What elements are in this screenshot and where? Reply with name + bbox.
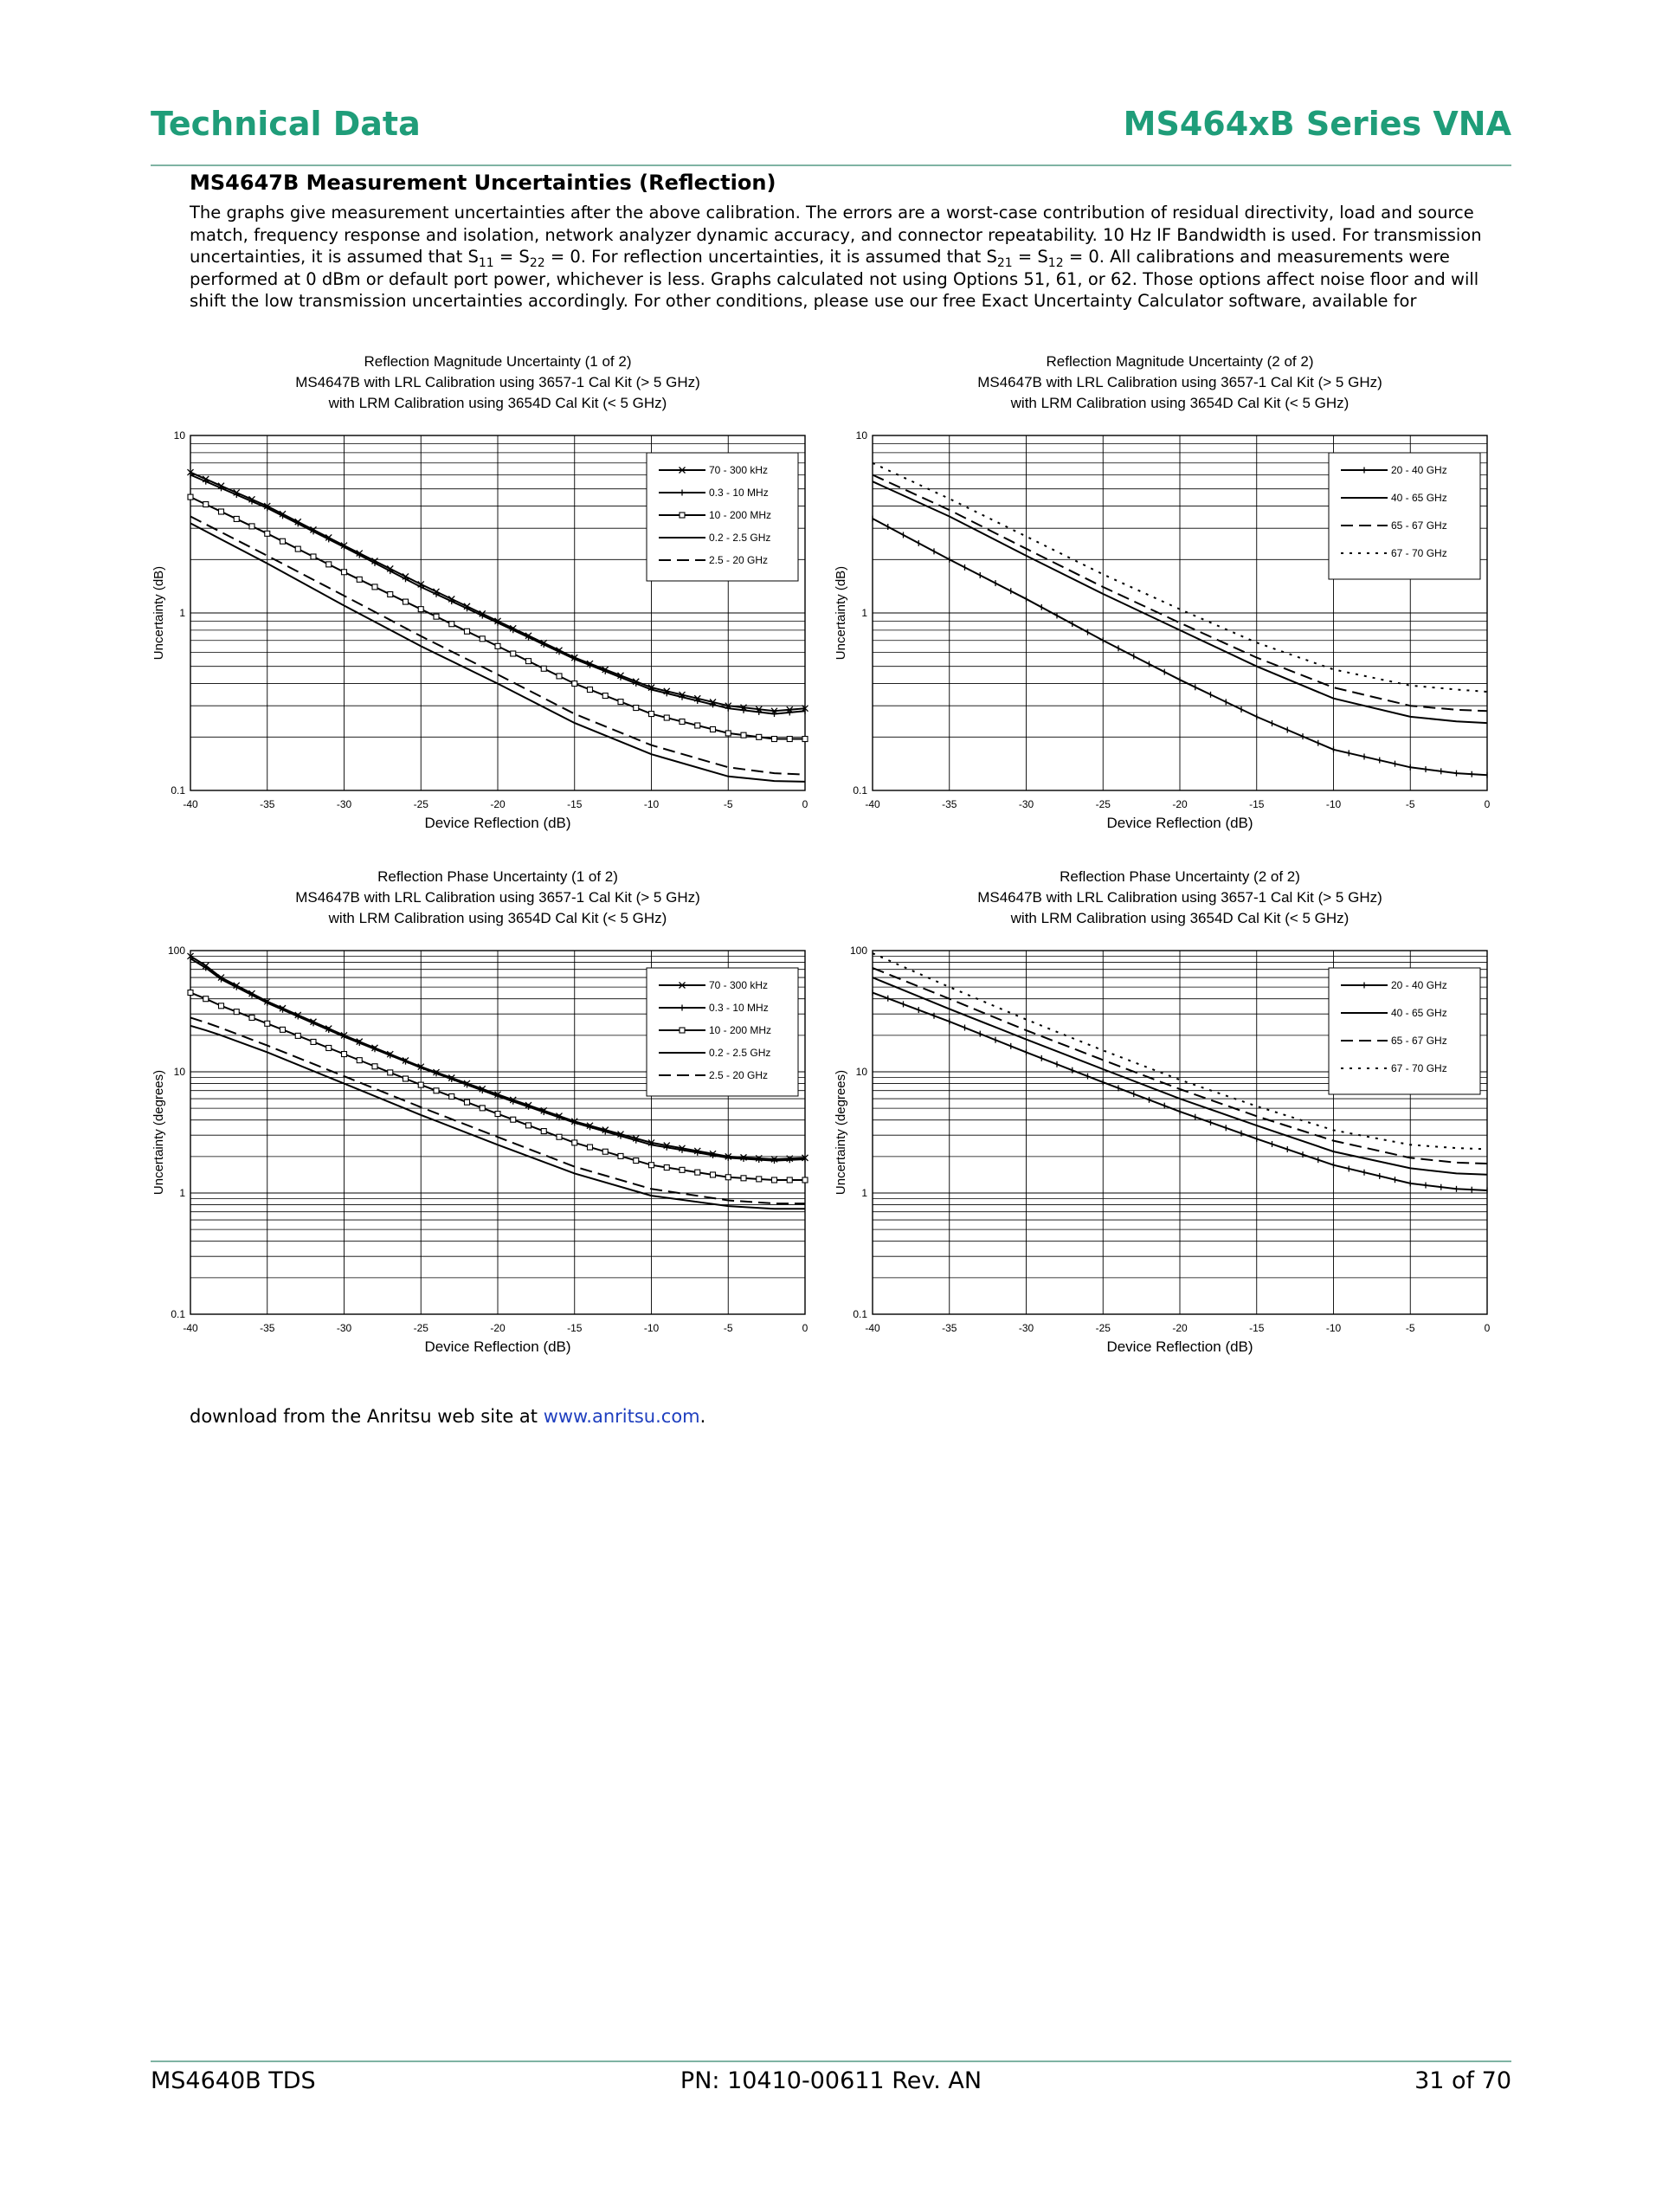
chart0-series-point-2 bbox=[311, 554, 316, 559]
chart0-x-tick-label: -10 bbox=[643, 798, 660, 810]
chart1-x-tick-label: -35 bbox=[942, 798, 957, 810]
chart0-series-point-2 bbox=[541, 666, 546, 671]
footer-center: PN: 10410-00611 Rev. AN bbox=[680, 2067, 982, 2094]
chart3-legend-label: 65 - 67 GHz bbox=[1391, 1035, 1447, 1047]
chart0-series-point-2 bbox=[802, 737, 808, 742]
chart2-series-point-2 bbox=[188, 990, 193, 996]
chart2-series-point-2 bbox=[203, 996, 209, 1002]
chart-magnitude-2-svg bbox=[829, 351, 1504, 844]
chart0-series-point-2 bbox=[711, 726, 716, 732]
chart0-series-point-2 bbox=[388, 591, 393, 597]
chart1-title-line: MS4647B with LRL Calibration using 3657-1 Cal Kit (> 5 GHz) bbox=[977, 374, 1382, 390]
footer-divider bbox=[151, 2060, 1511, 2062]
chart0-x-tick-label: -5 bbox=[723, 798, 733, 810]
chart0-series-point-2 bbox=[249, 524, 254, 529]
chart0-x-tick-label: -40 bbox=[183, 798, 198, 810]
chart3-title-line: Reflection Phase Uncertainty (2 of 2) bbox=[1060, 868, 1300, 885]
chart3-title-line: with LRM Calibration using 3654D Cal Kit (< 5 GHz) bbox=[1010, 910, 1350, 926]
chart0-series-point-2 bbox=[757, 734, 762, 739]
chart2-x-axis-label: Device Reflection (dB) bbox=[424, 1338, 571, 1355]
chart3-x-tick-label: 0 bbox=[1484, 1322, 1491, 1334]
chart0-series-point-2 bbox=[772, 737, 777, 742]
intro-paragraph bbox=[190, 202, 1514, 313]
chart-phase-2-svg bbox=[829, 866, 1504, 1368]
chart2-series-point-2 bbox=[326, 1045, 332, 1050]
chart2-x-tick-label: -5 bbox=[723, 1322, 733, 1334]
chart2-series-point-2 bbox=[649, 1163, 654, 1168]
chart0-x-tick-label: -30 bbox=[336, 798, 352, 810]
chart2-series-point-2 bbox=[757, 1177, 762, 1182]
chart0-legend-label: 0.2 - 2.5 GHz bbox=[709, 532, 771, 544]
chart0-x-tick-label: -20 bbox=[490, 798, 506, 810]
chart2-series-point-2 bbox=[526, 1123, 531, 1128]
chart0-x-tick-label: -15 bbox=[567, 798, 583, 810]
chart0-legend-label: 0.3 - 10 MHz bbox=[709, 487, 769, 499]
chart2-y-tick-label: 0.1 bbox=[171, 1308, 185, 1320]
chart1-legend-label: 65 - 67 GHz bbox=[1391, 519, 1447, 532]
chart2-legend-label: 0.3 - 10 MHz bbox=[709, 1002, 769, 1014]
chart2-series-point-2 bbox=[787, 1177, 792, 1183]
chart0-title-line: Reflection Magnitude Uncertainty (1 of 2) bbox=[364, 353, 632, 370]
chart1-x-axis-label: Device Reflection (dB) bbox=[1106, 815, 1253, 831]
chart2-series-point-2 bbox=[495, 1112, 500, 1117]
chart2-series-point-2 bbox=[418, 1082, 423, 1087]
chart2-x-tick-label: -25 bbox=[413, 1322, 428, 1334]
chart0-series-point-2 bbox=[357, 577, 362, 582]
chart2-y-tick-label: 1 bbox=[179, 1187, 185, 1199]
chart3-y-tick-label: 1 bbox=[861, 1187, 867, 1199]
chart3-legend-label: 40 - 65 GHz bbox=[1391, 1007, 1447, 1019]
chart3-x-tick-label: -5 bbox=[1405, 1322, 1415, 1334]
chart2-legend-marker bbox=[680, 1028, 685, 1033]
intro-eq-a: = S bbox=[493, 247, 530, 267]
section-title: MS4647B Measurement Uncertainties (Reflection) bbox=[190, 171, 776, 195]
chart0-y-tick-label: 10 bbox=[173, 429, 185, 442]
intro-text-3: = 0. All calibrations and measurements were performed at 0 dBm or default port power, whichever is less. Graphs calculated not using Options 51, 61, or 62. Those options affect noise floor and will shift the low transmission uncertainties accordingly. For other conditions, please use our free Exact Uncertainty Calculator software, available for bbox=[190, 247, 1479, 311]
chart2-series-point-2 bbox=[311, 1039, 316, 1044]
chart2-series-point-2 bbox=[695, 1170, 700, 1175]
chart2-series-point-2 bbox=[725, 1175, 731, 1180]
chart2-legend-label: 70 - 300 kHz bbox=[709, 979, 769, 991]
chart2-series-point-2 bbox=[465, 1100, 470, 1105]
chart2-series-point-2 bbox=[342, 1052, 347, 1057]
chart2-series-point-2 bbox=[680, 1167, 685, 1172]
chart1-legend-label: 40 - 65 GHz bbox=[1391, 492, 1447, 504]
download-note bbox=[190, 1406, 705, 1427]
chart0-series-point-2 bbox=[602, 693, 608, 699]
chart0-series-point-2 bbox=[295, 546, 300, 551]
header-left-title: Technical Data bbox=[151, 105, 421, 143]
chart2-series-point-2 bbox=[572, 1140, 577, 1145]
chart2-series-point-2 bbox=[802, 1177, 808, 1183]
download-period: . bbox=[699, 1406, 706, 1427]
chart2-series-point-2 bbox=[295, 1033, 300, 1038]
chart2-series-point-2 bbox=[634, 1158, 639, 1164]
subscript-12: 12 bbox=[1047, 255, 1064, 270]
chart0-y-tick-label: 1 bbox=[179, 607, 185, 619]
chart1-legend-label: 67 - 70 GHz bbox=[1391, 547, 1447, 559]
chart0-series-point-2 bbox=[326, 562, 332, 567]
chart0-series-point-2 bbox=[403, 599, 409, 604]
chart2-series-point-2 bbox=[557, 1134, 562, 1139]
chart2-series-point-2 bbox=[741, 1176, 746, 1181]
chart3-x-axis-label: Device Reflection (dB) bbox=[1106, 1338, 1253, 1355]
chart1-y-axis-label: Uncertainty (dB) bbox=[834, 565, 848, 661]
chart0-series-point-2 bbox=[649, 712, 654, 717]
chart0-x-tick-label: 0 bbox=[802, 798, 808, 810]
chart3-x-tick-label: -30 bbox=[1018, 1322, 1034, 1334]
chart2-title-line: Reflection Phase Uncertainty (1 of 2) bbox=[377, 868, 618, 885]
chart0-y-tick-label: 0.1 bbox=[171, 784, 185, 796]
chart2-series-point-2 bbox=[388, 1070, 393, 1075]
chart2-series-point-2 bbox=[434, 1088, 439, 1093]
footer-right: 31 of 70 bbox=[1414, 2067, 1511, 2094]
header-right-title: MS464xB Series VNA bbox=[1123, 105, 1511, 143]
download-text: download from the Anritsu web site at bbox=[190, 1406, 544, 1427]
chart-phase-1-svg bbox=[147, 866, 822, 1368]
chart0-series-point-2 bbox=[265, 531, 270, 536]
chart1-x-tick-label: -25 bbox=[1095, 798, 1111, 810]
chart0-series-point-2 bbox=[634, 706, 639, 711]
chart2-series-point-2 bbox=[265, 1021, 270, 1026]
chart1-title-line: Reflection Magnitude Uncertainty (2 of 2) bbox=[1046, 353, 1314, 370]
chart0-series-point-2 bbox=[219, 509, 224, 514]
chart1-y-tick-label: 0.1 bbox=[853, 784, 867, 796]
chart1-title-line: with LRM Calibration using 3654D Cal Kit (< 5 GHz) bbox=[1010, 395, 1350, 411]
chart2-x-tick-label: -30 bbox=[336, 1322, 352, 1334]
chart2-x-tick-label: -10 bbox=[643, 1322, 660, 1334]
chart1-x-tick-label: -30 bbox=[1018, 798, 1034, 810]
chart0-series-point-2 bbox=[557, 674, 562, 679]
chart0-series-point-2 bbox=[188, 494, 193, 500]
intro-eq-b: = S bbox=[1012, 247, 1048, 267]
chart2-series-point-2 bbox=[618, 1153, 623, 1158]
chart3-x-tick-label: -20 bbox=[1172, 1322, 1188, 1334]
chart2-y-axis-label: Uncertainty (degrees) bbox=[151, 1069, 166, 1196]
chart1-y-tick-label: 1 bbox=[861, 607, 867, 619]
chart0-series-point-2 bbox=[618, 700, 623, 705]
chart2-series-point-2 bbox=[772, 1177, 777, 1183]
chart2-y-tick-label: 100 bbox=[167, 945, 185, 957]
chart3-y-tick-label: 100 bbox=[849, 945, 867, 957]
chart1-legend-label: 20 - 40 GHz bbox=[1391, 464, 1447, 476]
chart0-series-point-2 bbox=[695, 723, 700, 728]
chart0-series-point-2 bbox=[203, 502, 209, 507]
subscript-21: 21 bbox=[996, 255, 1013, 270]
chart2-series-point-2 bbox=[541, 1129, 546, 1134]
chart2-series-point-2 bbox=[449, 1093, 454, 1099]
chart0-series-point-2 bbox=[449, 622, 454, 627]
chart2-series-point-2 bbox=[357, 1058, 362, 1063]
chart2-series-point-2 bbox=[249, 1015, 254, 1020]
chart3-x-tick-label: -10 bbox=[1325, 1322, 1342, 1334]
chart2-series-point-2 bbox=[602, 1149, 608, 1154]
chart0-series-point-2 bbox=[741, 732, 746, 738]
chart0-title-line: with LRM Calibration using 3654D Cal Kit (< 5 GHz) bbox=[328, 395, 667, 411]
chart3-legend-label: 67 - 70 GHz bbox=[1391, 1062, 1447, 1074]
chart0-series-point-2 bbox=[434, 614, 439, 619]
chart0-series-point-2 bbox=[588, 687, 593, 693]
chart2-series-point-2 bbox=[664, 1165, 669, 1170]
chart1-y-tick-label: 10 bbox=[855, 429, 867, 442]
chart1-x-tick-label: -40 bbox=[865, 798, 880, 810]
chart2-legend-label: 0.2 - 2.5 GHz bbox=[709, 1047, 771, 1059]
chart2-series-point-2 bbox=[219, 1003, 224, 1009]
intro-text-2: = 0. For reflection uncertainties, it is assumed that S bbox=[544, 247, 997, 267]
chart0-series-point-2 bbox=[664, 715, 669, 720]
chart0-legend-label: 2.5 - 20 GHz bbox=[709, 554, 769, 566]
chart-phase-2 bbox=[829, 866, 1504, 1368]
chart0-series-point-2 bbox=[372, 584, 377, 590]
chart0-x-tick-label: -25 bbox=[413, 798, 428, 810]
chart1-x-tick-label: -20 bbox=[1172, 798, 1188, 810]
chart1-x-tick-label: -10 bbox=[1325, 798, 1342, 810]
chart1-x-tick-label: 0 bbox=[1484, 798, 1491, 810]
chart3-y-tick-label: 10 bbox=[855, 1066, 867, 1078]
chart3-x-tick-label: -35 bbox=[942, 1322, 957, 1334]
chart-magnitude-2 bbox=[829, 351, 1504, 844]
chart3-legend-label: 20 - 40 GHz bbox=[1391, 979, 1447, 991]
chart2-series-point-2 bbox=[280, 1027, 286, 1032]
chart2-x-tick-label: -35 bbox=[260, 1322, 275, 1334]
chart2-series-point-2 bbox=[511, 1117, 516, 1122]
subscript-22: 22 bbox=[529, 255, 545, 270]
subscript-11: 11 bbox=[478, 255, 494, 270]
chart1-x-tick-label: -5 bbox=[1405, 798, 1415, 810]
chart0-series-point-2 bbox=[480, 636, 485, 642]
anritsu-link[interactable]: www.anritsu.com bbox=[543, 1406, 700, 1427]
chart3-title-line: MS4647B with LRL Calibration using 3657-1 Cal Kit (> 5 GHz) bbox=[977, 889, 1382, 906]
chart2-title-line: MS4647B with LRL Calibration using 3657-1 Cal Kit (> 5 GHz) bbox=[295, 889, 700, 906]
chart0-x-axis-label: Device Reflection (dB) bbox=[424, 815, 571, 831]
chart0-series-point-2 bbox=[342, 570, 347, 575]
chart0-series-point-2 bbox=[280, 538, 286, 544]
chart3-x-tick-label: -40 bbox=[865, 1322, 880, 1334]
chart2-y-tick-label: 10 bbox=[173, 1066, 185, 1078]
chart0-series-point-2 bbox=[465, 629, 470, 634]
chart0-series-point-2 bbox=[526, 659, 531, 664]
chart0-series-point-2 bbox=[234, 516, 239, 521]
chart2-title-line: with LRM Calibration using 3654D Cal Kit (< 5 GHz) bbox=[328, 910, 667, 926]
chart0-series-point-2 bbox=[495, 643, 500, 648]
chart2-legend-label: 10 - 200 MHz bbox=[709, 1024, 772, 1036]
chart1-x-tick-label: -15 bbox=[1249, 798, 1265, 810]
footer-left: MS4640B TDS bbox=[151, 2067, 316, 2094]
chart3-y-tick-label: 0.1 bbox=[853, 1308, 867, 1320]
chart0-series-point-2 bbox=[418, 607, 423, 612]
chart0-series-point-2 bbox=[511, 651, 516, 656]
chart0-x-tick-label: -35 bbox=[260, 798, 275, 810]
chart2-series-point-2 bbox=[480, 1106, 485, 1111]
chart0-series-point-2 bbox=[787, 737, 792, 742]
chart2-legend-label: 2.5 - 20 GHz bbox=[709, 1069, 769, 1081]
chart2-series-point-2 bbox=[234, 1009, 239, 1015]
chart2-series-point-2 bbox=[403, 1076, 409, 1081]
intro-text-1: The graphs give measurement uncertainties after the above calibration. The errors are a worst-case contribution of residual directivity, load and source match, frequency response and isolation, network analyzer dynamic accuracy, and connector repeatability. 10 Hz IF Bandwidth is used. For transmission uncertainties, it is assumed that S bbox=[190, 203, 1482, 267]
chart0-legend-label: 70 - 300 kHz bbox=[709, 464, 769, 476]
chart0-legend-marker bbox=[680, 513, 685, 518]
header-divider bbox=[151, 164, 1511, 166]
chart0-title-line: MS4647B with LRL Calibration using 3657-1 Cal Kit (> 5 GHz) bbox=[295, 374, 700, 390]
chart3-y-axis-label: Uncertainty (degrees) bbox=[834, 1069, 848, 1196]
chart2-series-point-2 bbox=[588, 1145, 593, 1150]
chart-magnitude-1-svg bbox=[147, 351, 822, 844]
chart3-x-tick-label: -25 bbox=[1095, 1322, 1111, 1334]
chart-magnitude-1 bbox=[147, 351, 822, 844]
chart3-x-tick-label: -15 bbox=[1249, 1322, 1265, 1334]
chart0-series-point-2 bbox=[680, 719, 685, 725]
chart2-x-tick-label: 0 bbox=[802, 1322, 808, 1334]
chart2-x-tick-label: -15 bbox=[567, 1322, 583, 1334]
chart0-y-axis-label: Uncertainty (dB) bbox=[151, 565, 166, 661]
chart0-series-point-2 bbox=[572, 681, 577, 687]
chart2-series-point-2 bbox=[711, 1172, 716, 1177]
chart2-series-point-2 bbox=[372, 1064, 377, 1069]
chart2-x-tick-label: -20 bbox=[490, 1322, 506, 1334]
chart0-legend-label: 10 - 200 MHz bbox=[709, 509, 772, 521]
chart-phase-1 bbox=[147, 866, 822, 1368]
chart2-x-tick-label: -40 bbox=[183, 1322, 198, 1334]
chart0-series-point-2 bbox=[725, 731, 731, 736]
